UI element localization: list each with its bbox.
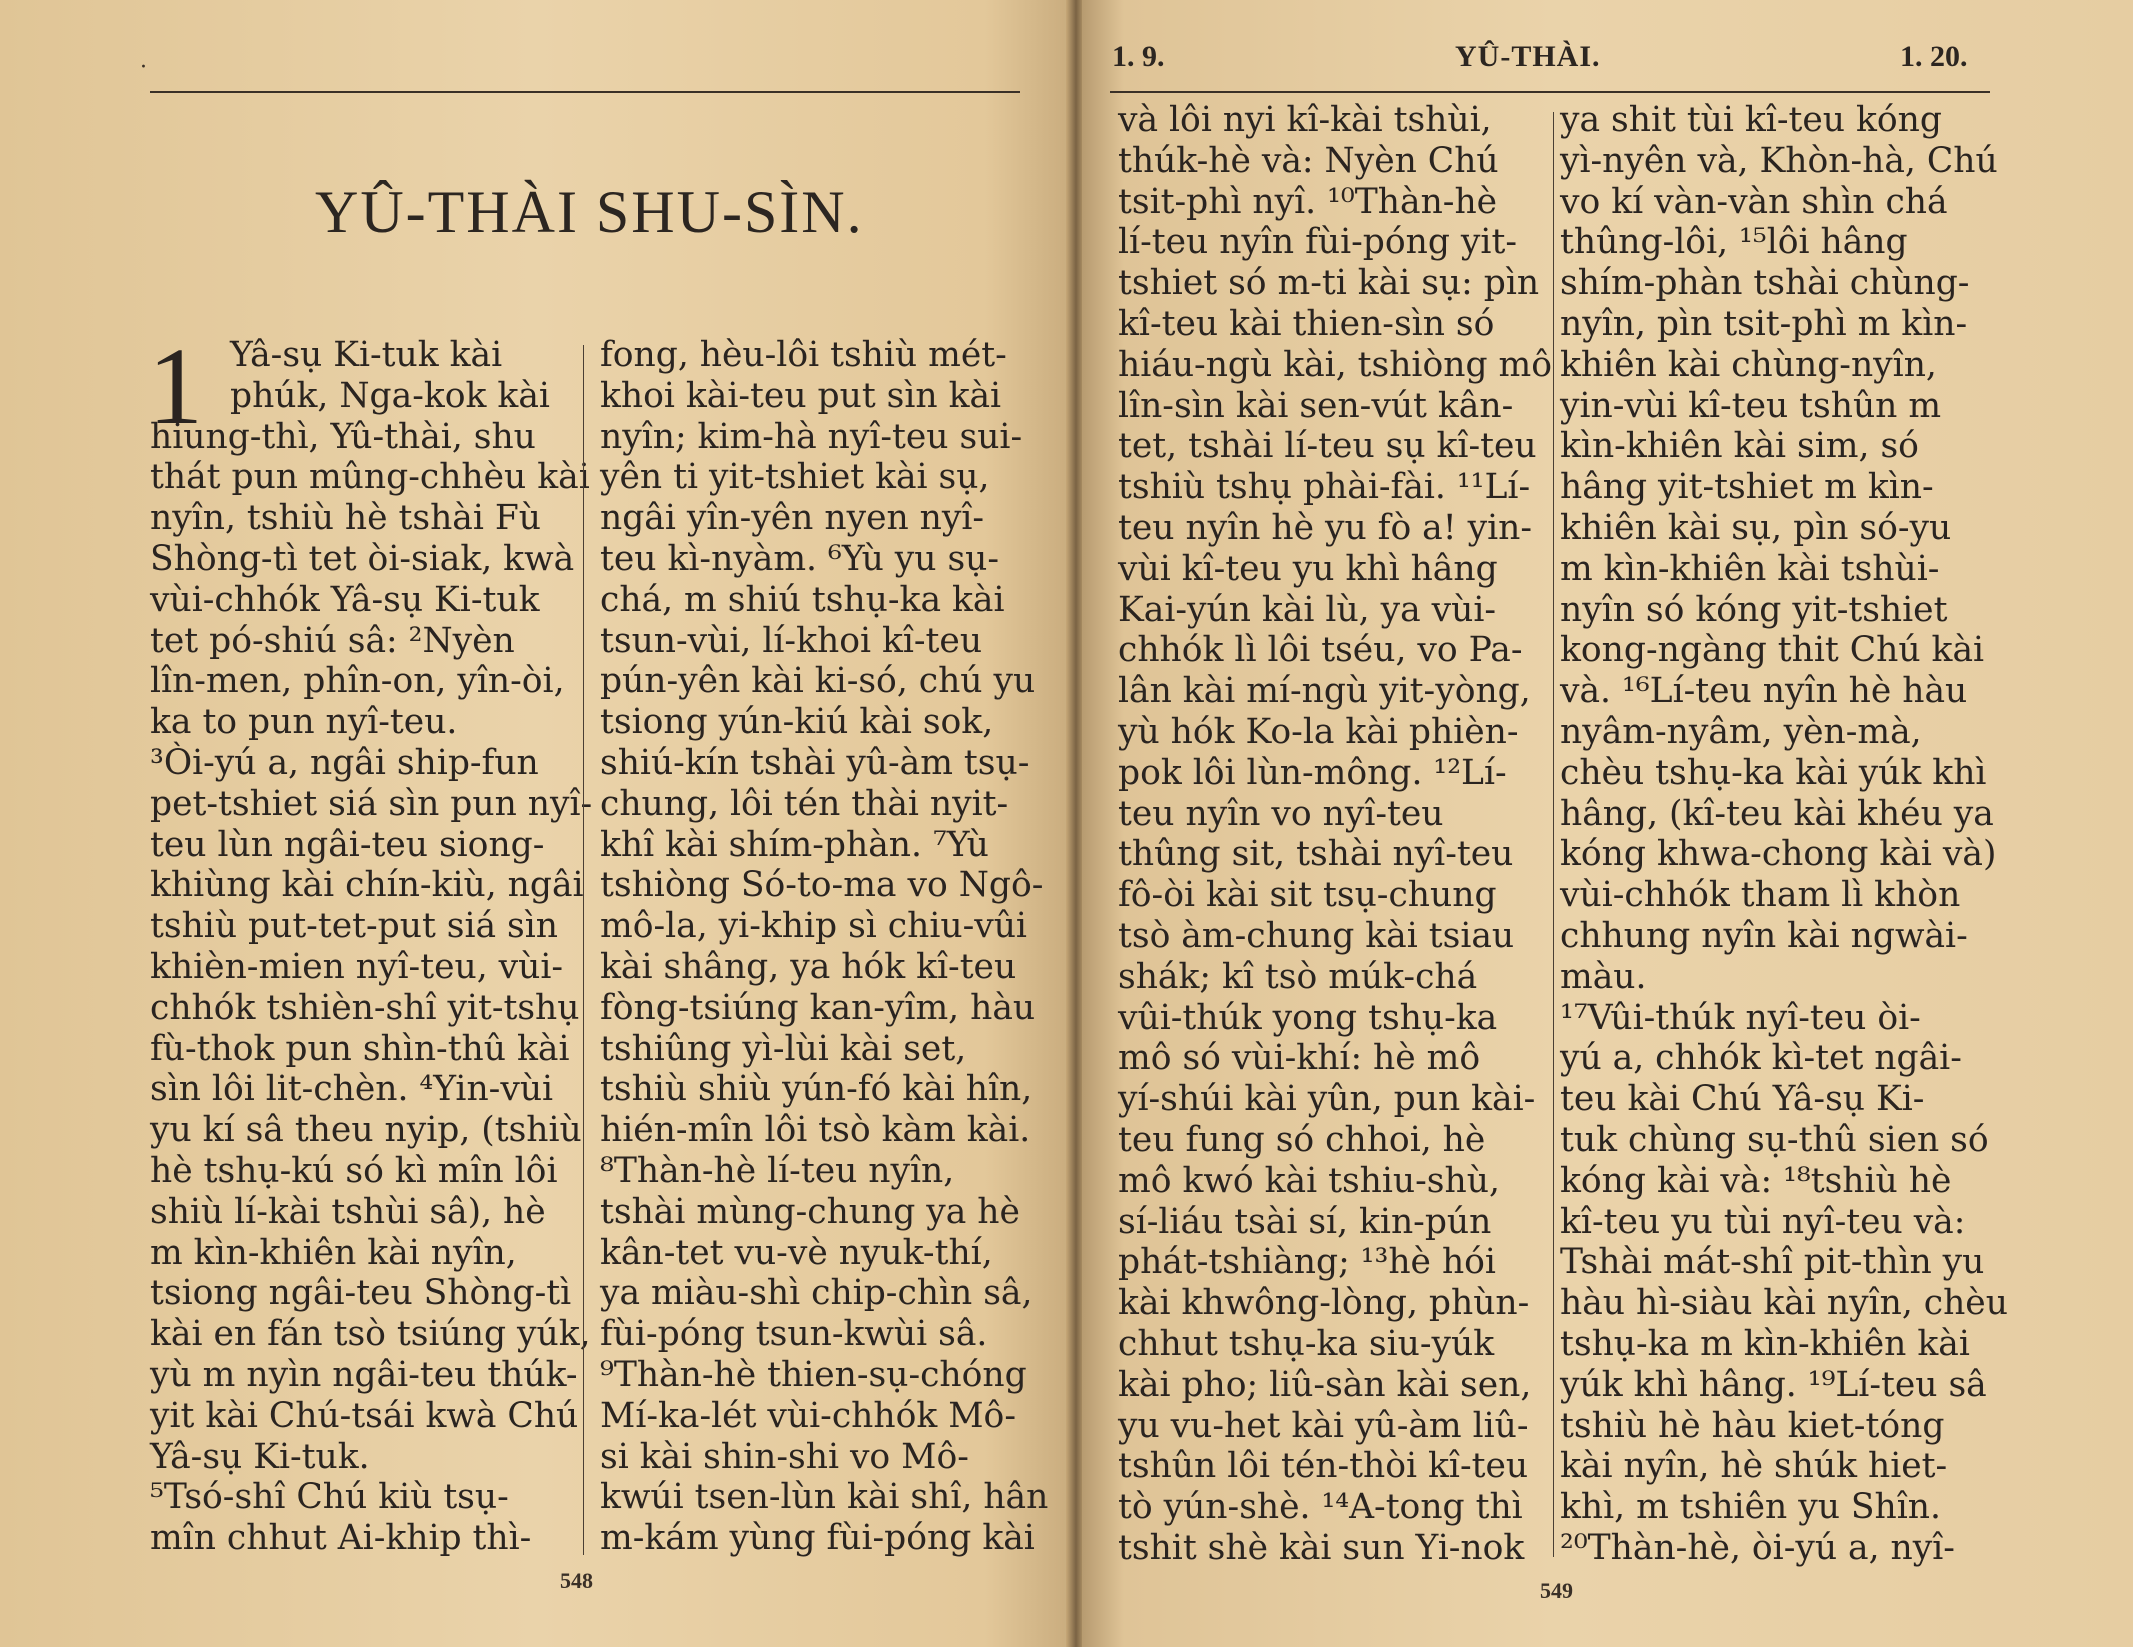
text-line: teu fung só chhoi, hè — [1118, 1119, 1486, 1160]
text-line: khoi kài-teu put sìn kài — [600, 375, 1002, 416]
text-line: tshûn lôi tén-thòi kî-teu — [1118, 1446, 1529, 1487]
text-line: si kài shin-shi vo Mô- — [600, 1436, 969, 1477]
text-line: vo kí vàn-vàn shìn chá — [1560, 181, 1948, 222]
text-line: tet pó-shiú sâ: ²Nyèn — [150, 620, 515, 661]
text-line: ⁸Thàn-hè lí-teu nyîn, — [600, 1150, 955, 1191]
text-line: và lôi nyi kî-kài tshùi, — [1118, 100, 1492, 140]
text-line: tet, tshài lí-teu sụ kî-teu — [1118, 426, 1537, 467]
text-line: yit kài Chú-tsái kwà Chú — [150, 1395, 579, 1436]
text-line: Tshài mát-shî pit-thìn yu — [1560, 1242, 1985, 1283]
text-line: lí-teu nyîn fùi-póng yit- — [1118, 222, 1517, 263]
text-line: tshiù hè hàu kiet-tóng — [1560, 1405, 1945, 1446]
text-line: ²⁰Thàn-hè, òi-yú a, nyî- — [1560, 1527, 1955, 1568]
text-line: vûi-thúk yong tshụ-ka — [1118, 997, 1498, 1038]
book-title: YÛ-THÀI SHU-SÌN. — [315, 179, 864, 245]
text-line: hiáu-ngù kài, tshiòng mô — [1118, 344, 1552, 385]
text-line: yúk khì hâng. ¹⁹Lí-teu sâ — [1560, 1364, 1987, 1405]
text-line: nyîn, pìn tsit-phì m kìn- — [1560, 303, 1968, 344]
text-line: ya shit tùi kî-teu kóng — [1560, 100, 1942, 140]
text-line: thûng-lôi, ¹⁵lôi hâng — [1560, 222, 1908, 263]
right-column-2 — [1560, 100, 2008, 1569]
text-line: shiù lí-kài tshùi sâ), hè — [150, 1191, 546, 1232]
text-line: hè tshụ-kú só kì mîn lôi — [150, 1150, 558, 1191]
text-line: fùi-póng tsun-kwùi sâ. — [600, 1314, 988, 1355]
text-line: kân-tet vu-vè nyuk-thí, — [600, 1232, 993, 1273]
text-line: kong-ngàng thit Chú kài — [1560, 630, 1985, 671]
text-line: hâng yit-tshiet m kìn- — [1560, 467, 1934, 508]
text-line: teu kì-nyàm. ⁶Yù yu sụ- — [600, 538, 1000, 579]
text-line: Yâ-sụ Ki-tuk. — [150, 1436, 370, 1477]
text-line: ya miàu-shì chip-chìn sâ, — [600, 1273, 1033, 1314]
running-header: YÛ-THÀI. — [1455, 40, 1601, 73]
left-column-1 — [148, 325, 593, 1559]
text-line: nyîn; kim-hà nyî-teu sui- — [600, 416, 1023, 457]
text-line: kî-teu yu tùi nyî-teu và: — [1560, 1201, 1966, 1242]
text-line: mîn chhut Ai-khip thì- — [150, 1518, 532, 1559]
text-line: khî kài shím-phàn. ⁷Yù — [600, 824, 989, 865]
text-line: thát pun mûng-chhèu kài — [150, 457, 590, 498]
text-line: tshiûng yì-lùi kài set, — [600, 1028, 967, 1069]
text-line: chhók tshièn-shî yit-tshụ — [150, 987, 580, 1028]
text-line: phát-tshiàng; ¹³hè hói — [1118, 1242, 1496, 1283]
top-rule — [150, 91, 1020, 93]
text-line: kài nyîn, hè shúk hiet- — [1560, 1446, 1948, 1487]
text-line: khiên kài sụ, pìn só-yu — [1560, 507, 1952, 548]
text-line: fù-thok pun shìn-thû kài — [150, 1028, 570, 1069]
text-line: vùi kî-teu yu khì hâng — [1118, 548, 1498, 589]
text-line: hâng, (kî-teu kài khéu ya — [1560, 793, 1994, 834]
text-line: teu nyîn hè yu fò a! yin- — [1118, 507, 1532, 548]
left-column-2 — [600, 335, 1049, 1559]
text-line: shím-phàn tshài chùng- — [1560, 263, 1970, 304]
text-line: m-kám yùng fùi-póng kài — [600, 1518, 1035, 1559]
text-line: vùi-chhók tham lì khòn — [1560, 875, 1961, 916]
text-line: yì-nyên và, Khòn-hà, Chú — [1560, 140, 1998, 181]
chapter-number: 1 — [148, 325, 203, 447]
text-line: yu vu-het kài yû-àm liû- — [1118, 1405, 1529, 1446]
text-line: shák; kî tsò múk-chá — [1118, 956, 1478, 997]
top-rule — [1110, 91, 1990, 93]
text-line: yú a, chhók kì-tet ngâi- — [1560, 1038, 1962, 1079]
text-line: kài shâng, ya hók kî-teu — [600, 946, 1017, 987]
text-line: yin-vùi kî-teu tshûn m — [1560, 385, 1942, 426]
text-line: chhók lì lôi tséu, vo Pa- — [1118, 630, 1523, 671]
text-line: chá, m shiú tshụ-ka kài — [600, 579, 1005, 620]
text-line: hiung-thì, Yû-thài, shu — [150, 416, 536, 457]
text-line: màu. — [1560, 956, 1647, 997]
text-line: kóng khwa-chong kài và) — [1560, 834, 1997, 875]
text-line: Mí-ka-lét vùi-chhók Mô- — [600, 1395, 1016, 1436]
text-line: yí-shúi kài yûn, pun kài- — [1118, 1079, 1536, 1120]
text-line: sìn lôi lit-chèn. ⁴Yin-vùi — [150, 1069, 554, 1110]
text-line: tshụ-ka m kìn-khiên kài — [1560, 1323, 1970, 1364]
text-line: và. ¹⁶Lí-teu nyîn hè hàu — [1560, 671, 1968, 712]
text-line: pok lôi lùn-mông. ¹²Lí- — [1118, 752, 1507, 793]
text-line: nyîn só kóng yit-tshiet — [1560, 589, 1948, 630]
column-divider — [583, 345, 584, 1555]
text-line: Shòng-tì tet òi-siak, kwà — [150, 538, 575, 579]
text-line: hàu hì-siàu kài nyîn, chèu — [1560, 1283, 2008, 1324]
text-line: nyâm-nyâm, yèn-mà, — [1560, 711, 1922, 752]
text-line: tò yún-shè. ¹⁴A-tong thì — [1118, 1487, 1523, 1528]
text-line: ngâi yîn-yên nyen nyî- — [600, 498, 985, 539]
text-line: khiên kài chùng-nyîn, — [1560, 344, 1937, 385]
text-line: thûng sit, tshài nyî-teu — [1118, 834, 1514, 875]
text-line: tsiong ngâi-teu Shòng-tì — [150, 1273, 572, 1314]
text-line: tshiù shiù yún-fó kài hîn, — [600, 1069, 1033, 1110]
text-line: thúk-hè và: Nyèn Chú — [1118, 140, 1499, 181]
text-line: tsò àm-chung kài tsiau — [1118, 915, 1515, 956]
text-line: ³Òi-yú a, ngâi ship-fun — [150, 742, 539, 783]
text-line: kìn-khiên kài sim, só — [1560, 426, 1919, 467]
text-line: lân kài mí-ngù yit-yòng, — [1118, 671, 1531, 712]
page-number: 549 — [1540, 1578, 1573, 1603]
text-line: tshiù put-tet-put siá sìn — [150, 906, 559, 947]
text-line: sí-liáu tsài sí, kin-pún — [1118, 1201, 1492, 1242]
text-line: Kai-yún kài lù, ya vùi- — [1118, 589, 1497, 630]
text-line: mô-la, yi-khip sì chiu-vûi — [600, 906, 1027, 947]
text-line: kài pho; liû-sàn kài sen, — [1118, 1364, 1532, 1405]
text-line: chung, lôi tén thài nyit- — [600, 783, 1009, 824]
text-line: tsiong yún-kiú kài sok, — [600, 702, 994, 743]
text-line: kwúi tsen-lùn kài shî, hân — [600, 1477, 1049, 1518]
header-verse-end: 1. 20. — [1900, 40, 1968, 73]
text-line: vùi-chhók Yâ-sụ Ki-tuk — [150, 579, 540, 620]
text-line: tshiù tshụ phài-fài. ¹¹Lí- — [1118, 467, 1531, 508]
text-line: yù m nyìn ngâi-teu thúk- — [150, 1354, 578, 1395]
text-line: m kìn-khiên kài nyîn, — [150, 1232, 517, 1273]
text-line: Yâ-sụ Ki-tuk kài — [230, 335, 503, 375]
text-line: pún-yên kài ki-só, chú yu — [600, 661, 1036, 702]
text-line: phúk, Nga-kok kài — [230, 375, 550, 416]
text-line: teu kài Chú Yâ-sụ Ki- — [1560, 1079, 1925, 1120]
text-line: teu lùn ngâi-teu siong- — [150, 824, 545, 865]
text-line: chèu tshụ-ka kài yúk khì — [1560, 752, 1987, 793]
text-line: hién-mîn lôi tsò kàm kài. — [600, 1110, 1031, 1151]
text-line: kî-teu kài thien-sìn só — [1118, 303, 1495, 344]
page-number: 548 — [560, 1568, 593, 1593]
text-line: fô-òi kài sit tsụ-chung — [1118, 875, 1497, 916]
text-line: tshiòng Só-to-ma vo Ngô- — [600, 865, 1044, 906]
text-line: chhung nyîn kài ngwài- — [1560, 915, 1968, 956]
page-mark: · — [140, 55, 147, 80]
text-line: ka to pun nyî-teu. — [150, 702, 458, 743]
column-divider — [1553, 112, 1554, 1557]
text-line: tshit shè kài sun Yi-nok — [1118, 1527, 1525, 1568]
text-line: kóng kài và: ¹⁸tshiù hè — [1560, 1160, 1952, 1201]
text-line: pet-tshiet siá sìn pun nyî- — [150, 783, 593, 824]
text-line: chhut tshụ-ka siu-yúk — [1118, 1323, 1495, 1364]
text-line: mô só vùi-khí: hè mô — [1118, 1038, 1481, 1079]
text-line: tsun-vùi, lí-khoi kî-teu — [600, 620, 983, 661]
text-line: ⁵Tsó-shî Chú kiù tsụ- — [150, 1477, 509, 1518]
text-line: m kìn-khiên kài tshùi- — [1560, 548, 1940, 589]
right-column-1 — [1118, 100, 1552, 1569]
text-line: tuk chùng sụ-thû sien só — [1560, 1119, 1989, 1160]
text-line: yù hók Ko-la kài phièn- — [1118, 711, 1519, 752]
text-line: yên ti yit-tshiet kài sụ, — [600, 457, 990, 498]
text-line: shiú-kín tshài yû-àm tsụ- — [600, 742, 1030, 783]
text-line: tshài mùng-chung ya hè — [600, 1191, 1020, 1232]
text-line: yu kí sâ theu nyip, (tshiù — [150, 1110, 582, 1151]
text-line: tshiet só m-ti kài sụ: pìn — [1118, 263, 1540, 304]
header-verse-start: 1. 9. — [1112, 40, 1165, 73]
text-line: nyîn, tshiù hè tshài Fù — [150, 498, 542, 539]
text-line: khì, m tshiên yu Shîn. — [1560, 1487, 1941, 1528]
text-line: fong, hèu-lôi tshiù mét- — [600, 335, 1007, 375]
text-line: kài khwông-lòng, phùn- — [1118, 1283, 1530, 1324]
text-line: khiùng kài chín-kiù, ngâi — [150, 865, 584, 906]
right-page — [1082, 0, 2133, 1647]
text-line: fòng-tsiúng kan-yîm, hàu — [600, 987, 1036, 1028]
text-line: kài en fán tsò tsiúng yúk, — [150, 1314, 591, 1355]
text-line: mô kwó kài tshiu-shù, — [1118, 1160, 1500, 1201]
text-line: lîn-sìn kài sen-vút kân- — [1118, 385, 1514, 426]
text-line: lîn-men, phîn-on, yîn-òi, — [150, 661, 565, 702]
text-line: khièn-mien nyî-teu, vùi- — [150, 946, 564, 987]
text-line: ⁹Thàn-hè thien-sụ-chóng — [600, 1354, 1027, 1395]
text-line: ¹⁷Vûi-thúk nyî-teu òi- — [1560, 997, 1921, 1038]
text-line: tsit-phì nyî. ¹⁰Thàn-hè — [1118, 181, 1498, 222]
text-line: teu nyîn vo nyî-teu — [1118, 793, 1444, 834]
